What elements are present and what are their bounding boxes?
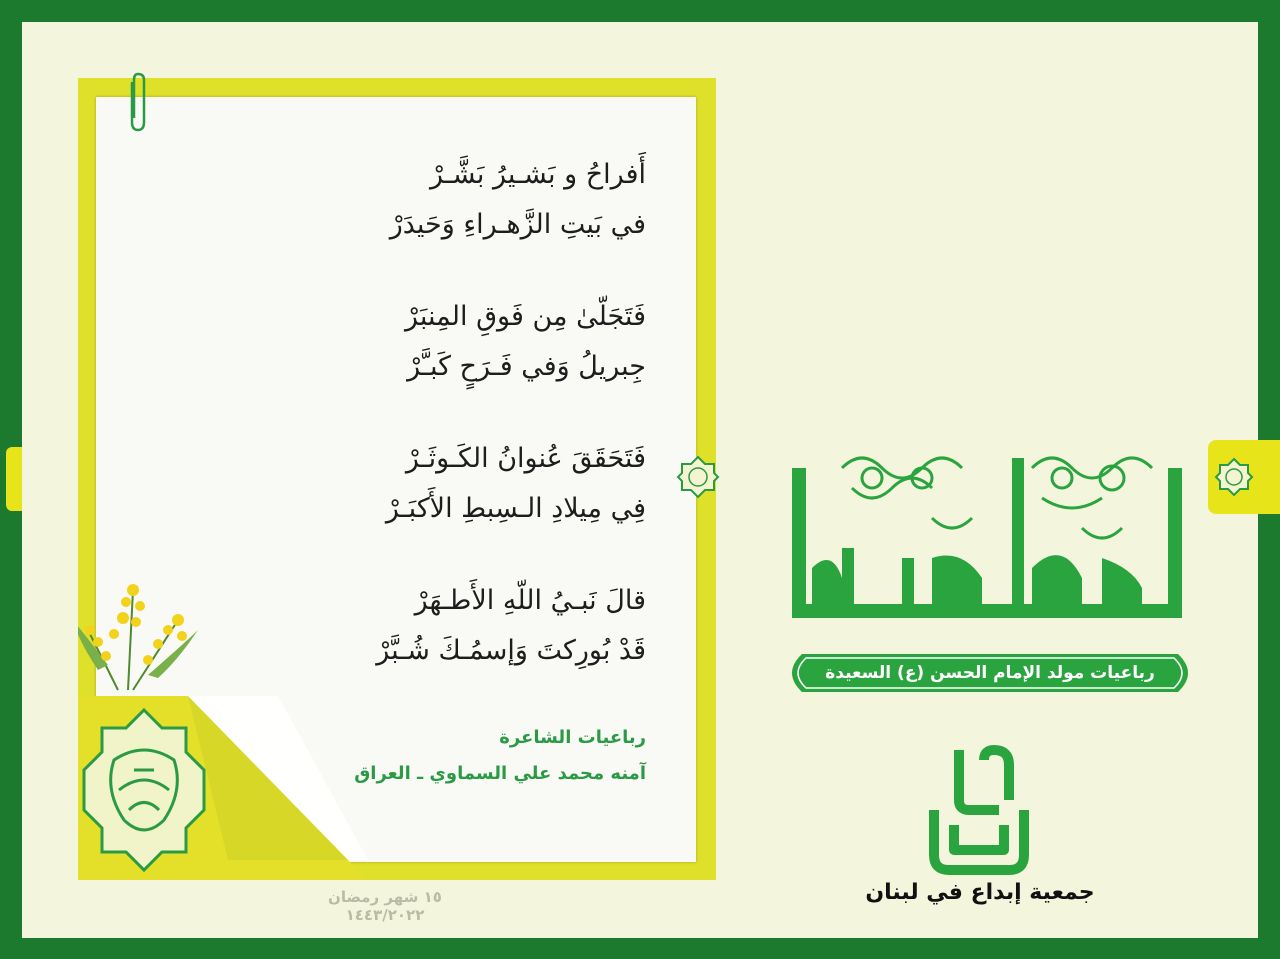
association-logo-icon [924,740,1034,880]
poem-line: فِي مِيلادِ الـسِبطِ الأَكبَـرْ [385,493,646,524]
poem-line: جِبريلُ وَفي فَـرَحٍ كَبـَّرْ [407,351,646,382]
poem-line: قالَ نَبـيُ اللّهِ الأَطـهَرْ [414,585,646,616]
paperclip-icon [124,72,148,134]
stanza-1 [300,150,646,250]
calligraphy-medallion-icon [84,710,204,870]
poem-line: أَفراحُ و بَشـيرُ بَشَّـرْ [430,159,646,190]
logo-subtitle: رباعيات مولد الإمام الحسن (ع) السعيدة [825,663,1155,683]
medallion-icon [676,455,720,499]
credits-title: رباعيات الشاعرة [499,727,646,748]
poem-line: فَتَحَقَقَ عُنوانُ الكَـوثَـرْ [405,443,646,474]
date-stamp: ١٥ شهر رمضان ١٤٤٣/٢٠٢٢ [328,888,442,924]
association-name: جمعية إبداع في لبنان [865,880,1095,905]
stanza-2 [300,292,646,392]
medallion-icon [1214,457,1254,497]
left-edge-tab [6,447,22,511]
poet-name: آمنه محمد علي السماوي ـ العراق [354,763,646,784]
poem-line: قَدْ بُورِكتَ وَإسمُـكَ شُـبَّرْ [376,635,646,666]
flower-icon [78,584,198,690]
poem-line: فَتَجَلّىٰ مِن فَوقِ المِنبَرْ [404,301,646,332]
stanza-3 [300,434,646,534]
folded-corner-decoration [78,560,368,880]
poem-line: في بَيتِ الزَّهـراءِ وَحَيدَرْ [389,209,646,240]
